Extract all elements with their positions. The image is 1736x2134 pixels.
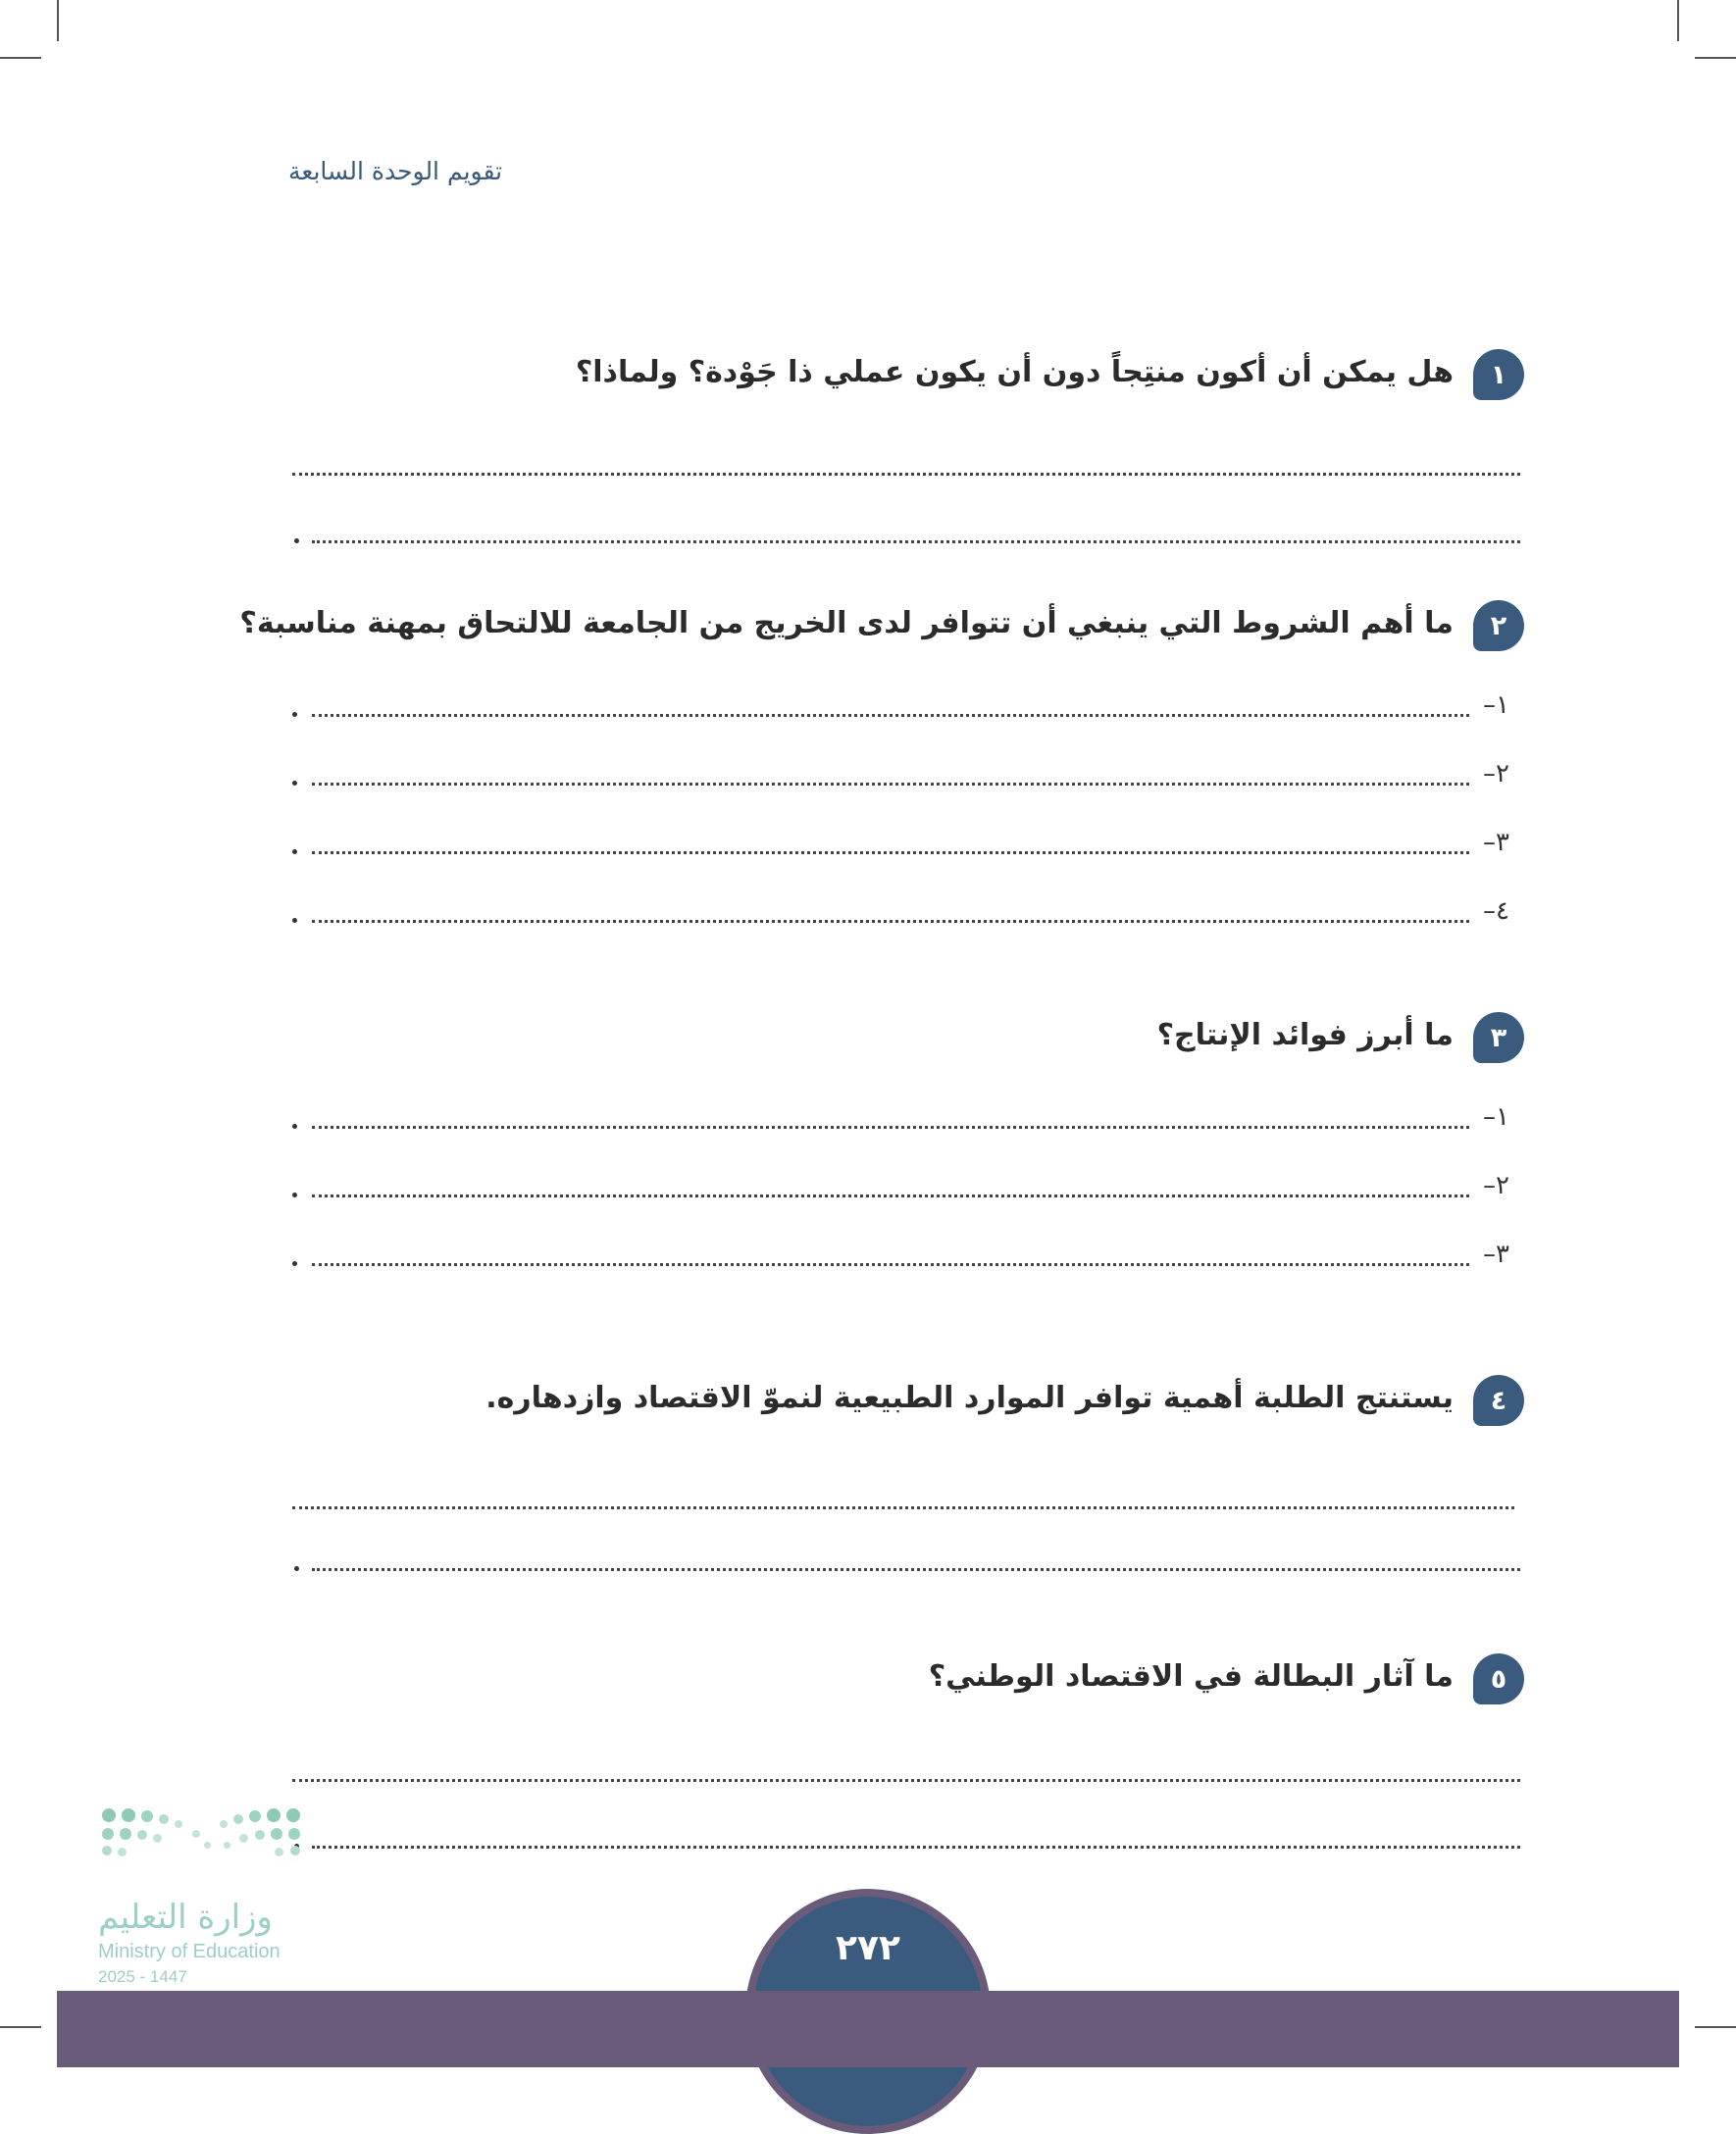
edition-year: 2025 - 1447: [98, 1967, 187, 1986]
logo-dot: [275, 1848, 283, 1856]
logo-dot: [102, 1808, 116, 1822]
line-period: [292, 1261, 297, 1266]
logo-dot: [175, 1820, 182, 1828]
question-text: هل يمكن أن أكون منتِجاً دون أن يكون عملي ذا جَوْدة؟ ولماذا؟: [575, 355, 1454, 389]
list-item-number: ٢–: [1483, 1171, 1509, 1200]
list-item-number: ٤–: [1483, 896, 1509, 926]
question-text: ما أبرز فوائد الإنتاج؟: [1156, 1018, 1454, 1052]
logo-dot: [141, 1810, 153, 1822]
answer-line[interactable]: [312, 851, 1469, 854]
line-period: [294, 1566, 299, 1571]
logo-dot: [286, 1808, 300, 1822]
answer-line[interactable]: [312, 1194, 1469, 1197]
question-number-badge: ١: [1473, 349, 1524, 400]
question-number-badge: ٥: [1473, 1653, 1524, 1704]
list-item-number: ٣–: [1483, 1240, 1509, 1269]
logo-dot: [255, 1830, 265, 1840]
question-text: ما آثار البطالة في الاقتصاد الوطني؟: [928, 1659, 1454, 1694]
crop-mark: [0, 57, 41, 59]
line-period: [292, 781, 297, 786]
logo-dot: [224, 1842, 230, 1849]
question-number-badge: ٢: [1473, 600, 1524, 651]
unit-title: تقويم الوحدة السابعة: [288, 157, 503, 185]
logo-dot: [192, 1830, 200, 1838]
answer-line[interactable]: [312, 540, 1520, 543]
list-item-number: ٣–: [1483, 828, 1509, 857]
question-text: يستنتج الطلبة أهمية توافر الموارد الطبيعية لنموّ الاقتصاد وازدهاره.: [485, 1381, 1454, 1415]
answer-line[interactable]: [312, 1126, 1469, 1129]
logo-dot: [290, 1846, 300, 1855]
answer-line[interactable]: [292, 1506, 1514, 1509]
logo-dot: [288, 1828, 300, 1840]
logo-dot: [233, 1814, 243, 1824]
answer-line[interactable]: [292, 1779, 1520, 1782]
list-item-number: ١–: [1483, 1102, 1509, 1132]
logo-dot: [249, 1810, 261, 1822]
list-item-number: ٢–: [1483, 759, 1509, 788]
crop-mark: [1695, 57, 1736, 59]
logo-dot: [267, 1808, 281, 1822]
list-item-number: ١–: [1483, 690, 1509, 720]
logo-dot: [204, 1842, 211, 1849]
logo-dot: [153, 1834, 162, 1843]
logo-dot: [122, 1808, 135, 1822]
answer-line[interactable]: [312, 783, 1469, 786]
ministry-name-arabic: وزارة التعليم: [98, 1898, 273, 1937]
line-period: [292, 1193, 297, 1197]
logo-dot: [159, 1814, 169, 1824]
line-period: [292, 849, 297, 854]
answer-line[interactable]: [312, 1263, 1469, 1266]
logo-dot: [220, 1820, 228, 1828]
answer-line[interactable]: [312, 1568, 1520, 1571]
logo-dot: [239, 1834, 248, 1843]
crop-mark: [57, 0, 59, 41]
question-number-badge: ٣: [1473, 1012, 1524, 1063]
crop-mark: [1677, 0, 1679, 41]
line-period: [294, 538, 299, 543]
logo-dot: [137, 1830, 147, 1840]
question-number-badge: ٤: [1473, 1375, 1524, 1426]
line-period: [292, 712, 297, 717]
ministry-name-english: Ministry of Education: [98, 1941, 281, 1962]
page-number: ٢٧٢: [836, 1928, 900, 1968]
logo-dot: [102, 1828, 114, 1840]
footer-bar: [57, 1991, 1679, 2067]
logo-dot: [120, 1828, 131, 1840]
line-period: [292, 1124, 297, 1129]
logo-dot: [271, 1828, 282, 1840]
question-text: ما أهم الشروط التي ينبغي أن تتوافر لدى الخريج من الجامعة للالتحاق بمهنة مناسبة؟: [239, 606, 1454, 640]
logo-dot: [118, 1848, 127, 1856]
answer-line[interactable]: [312, 920, 1469, 923]
answer-line[interactable]: [312, 714, 1469, 717]
line-period: [292, 918, 297, 923]
crop-mark: [0, 2026, 41, 2028]
logo-dot: [102, 1846, 112, 1855]
crop-mark: [1695, 2026, 1736, 2028]
answer-line[interactable]: [312, 1846, 1520, 1849]
answer-line[interactable]: [292, 473, 1520, 476]
